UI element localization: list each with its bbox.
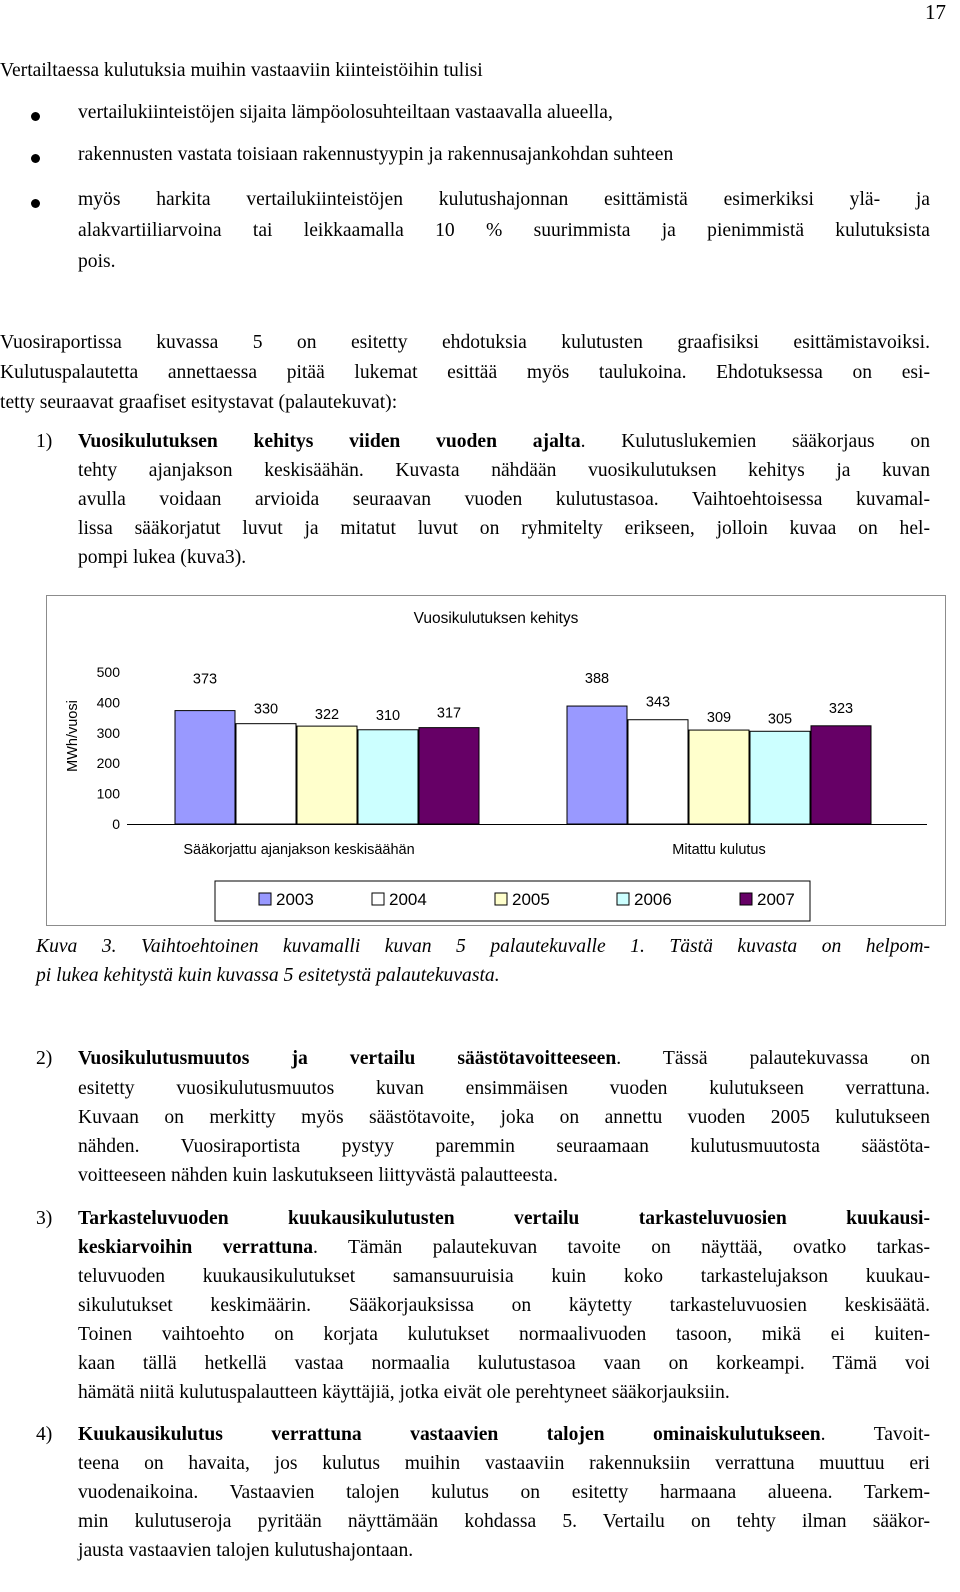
legend-swatch: [617, 893, 629, 905]
list-item-line: [78, 1208, 930, 1230]
bar: [358, 730, 418, 824]
list-item-heading: Vuosikulutusmuutos ja vertailu säästötavoitteeseen: [78, 1048, 617, 1069]
list-item-line: Toinen vaihtoehto on korjata kulutukset normaalivuoden tasoon, mikä ei kuiten-: [78, 1324, 930, 1345]
bar-value-label: 330: [253, 701, 279, 718]
y-tick-label: 100: [96, 785, 120, 802]
list-item-line: esitetty vuosikulutusmuutos kuvan ensimmäisen vuoden kulutukseen verrattuna.: [78, 1078, 930, 1099]
bar: [419, 728, 479, 824]
bar: [811, 726, 871, 824]
list-number: 2): [36, 1048, 53, 1069]
bullet-text: alakvartiiliarvoina tai leikkaamalla 10 % suurimmista ja pienimmistä kulutuksista: [78, 220, 930, 241]
legend-swatch: [259, 893, 271, 905]
list-item-text: . Kulutuslukemien sääkorjaus on: [580, 431, 930, 452]
y-tick-label: 0: [112, 816, 120, 832]
legend-label: 2006: [634, 890, 672, 909]
bar: [236, 724, 296, 824]
figure-caption-line: Kuva 3. Vaihtoehtoinen kuvamalli kuvan 5 palautekuvalle 1. Tästä kuvasta on helpom-: [36, 936, 930, 957]
list-item-line: teluvuoden kuukausikulutukset samansuuruisia kuin koko tarkastelujakson kuukau-: [78, 1266, 930, 1287]
x-category-label: Sääkorjattu ajanjakson keskisäähän: [183, 842, 415, 858]
legend-label: 2004: [389, 890, 427, 909]
list-item-text: . Tavoit-: [820, 1424, 930, 1445]
y-tick-label: 200: [96, 755, 120, 772]
bullet-text: rakennusten vastata toisiaan rakennustyypin ja rakennusajankohdan suhteen: [78, 144, 674, 165]
legend-label: 2005: [512, 890, 550, 909]
list-item-line: lissa sääkorjatut luvut ja mitatut luvut on ryhmitelty erikseen, jolloin kuvaa on hel-: [78, 518, 930, 539]
list-item-heading: Vuosikulutuksen kehitys viiden vuoden ajalta: [78, 431, 581, 452]
bar: [689, 730, 749, 824]
y-axis-label: MWh/vuosi: [65, 700, 81, 772]
bar-value-label: 322: [314, 707, 340, 724]
bullet-icon: [31, 199, 40, 208]
bar-value-label: 305: [767, 711, 793, 728]
list-item-line: min kulutuseroja pyritään näyttämään kohdassa 5. Vertailu on tehty ilman sääkor-: [78, 1511, 930, 1532]
list-number: 1): [36, 431, 53, 452]
list-item-text: . Tämän palautekuvan tavoite on näyttää, ovatko tarkas-: [313, 1237, 930, 1258]
x-category-label: Mitattu kulutus: [672, 842, 766, 858]
bar: [567, 706, 627, 824]
chart-title: Vuosikulutuksen kehitys: [413, 610, 579, 627]
bar: [628, 720, 688, 824]
bullet-icon: [31, 112, 40, 121]
list-item-line: teena on havaita, jos kulutus muihin vastaaviin rakennuksiin verrattuna muuttuu eri: [78, 1453, 930, 1474]
page-number: 17: [925, 0, 946, 24]
paragraph-line: Vuosiraportissa kuvassa 5 on esitetty ehdotuksia kulutusten graafisiksi esittämistavoiksi.: [0, 332, 930, 353]
bar-value-label: 310: [375, 707, 401, 724]
list-item-line: tehty ajanjakson keskisäähän. Kuvasta nähdään vuosikulutuksen kehitys ja kuvan: [78, 460, 930, 481]
bar: [297, 726, 357, 824]
list-item-line: [78, 431, 930, 453]
intro-lead: Vertailtaessa kulutuksia muihin vastaaviin kiinteistöihin tulisi: [0, 60, 483, 81]
bar-value-label: 317: [436, 705, 462, 722]
list-item-line: Kuvaan on merkitty myös säästötavoite, joka on annettu vuoden 2005 kulutukseen: [78, 1107, 930, 1128]
list-item-line: voitteeseen nähden kuin laskutukseen liittyvästä palautteesta.: [78, 1165, 558, 1186]
legend-swatch: [495, 893, 507, 905]
bullet-icon: [31, 154, 40, 163]
list-number: 4): [36, 1424, 53, 1445]
list-item-line: avulla voidaan arvioida seuraavan vuoden kulutustasoa. Vaihtoehtoisessa kuvamal-: [78, 489, 930, 510]
bullet-text: pois.: [78, 251, 116, 272]
list-item-line: [78, 1237, 930, 1259]
bullet-text: vertailukiinteistöjen sijaita lämpöolosuhteiltaan vastaavalla alueella,: [78, 102, 613, 123]
bar-chart: [47, 596, 945, 925]
bar-value-label: 388: [584, 671, 610, 688]
y-tick-label: 400: [96, 694, 120, 711]
bar: [175, 711, 235, 824]
bar: [750, 731, 810, 824]
legend-swatch: [740, 893, 752, 905]
list-item-heading: Tarkasteluvuoden kuukausikulutusten vertailu tarkasteluvuosien kuukausi-: [78, 1208, 930, 1229]
bar-value-label: 323: [828, 700, 854, 717]
list-item-heading: keskiarvoihin verrattuna: [78, 1237, 314, 1258]
y-tick-label: 300: [96, 724, 120, 741]
legend-label: 2007: [757, 890, 795, 909]
list-item-line: sikulutukset keskimäärin. Sääkorjauksissa on käytetty tarkasteluvuosien keskisäätä.: [78, 1295, 930, 1316]
list-number: 3): [36, 1208, 53, 1229]
bar-value-label: 373: [192, 671, 218, 688]
bar-value-label: 343: [645, 694, 671, 711]
list-item-line: nähden. Vuosiraportista pystyy paremmin seuraamaan kulutusmuutosta säästöta-: [78, 1136, 930, 1157]
list-item-line: jausta vastaavien talojen kulutushajontaan.: [78, 1540, 414, 1561]
paragraph-line: tetty seuraavat graafiset esitystavat (palautekuvat):: [0, 392, 398, 413]
list-item-line: kaan tällä hetkellä vastaa normaalia kulutustasoa vaan on korkeampi. Tämä voi: [78, 1353, 930, 1374]
bar-value-label: 309: [706, 710, 732, 727]
list-item-line: hämätä niitä kulutuspalautteen käyttäjiä, jotka eivät ole perehtyneet sääkorjauksiin.: [78, 1382, 730, 1403]
chart-frame: [46, 595, 946, 926]
bullet-text: myös harkita vertailukiinteistöjen kulutushajonnan esittämistä esimerkiksi ylä- ja: [78, 189, 930, 210]
list-item-text: . Tässä palautekuvassa on: [616, 1048, 930, 1069]
list-item-line: vuodenaikoina. Vastaavien talojen kulutus on esitetty harmaana alueena. Tarkem-: [78, 1482, 930, 1503]
paragraph-line: Kulutuspalautetta annettaessa pitää lukemat esittää myös taulukoina. Ehdotuksessa on esi-: [0, 362, 930, 383]
list-item-line: [78, 1048, 930, 1070]
list-item-line: pompi lukea (kuva3).: [78, 547, 247, 568]
legend-label: 2003: [276, 890, 314, 909]
figure-caption-line: pi lukea kehitystä kuin kuvassa 5 esitetystä palautekuvasta.: [36, 965, 500, 986]
list-item-heading: Kuukausikulutus verrattuna vastaavien talojen ominaiskulutukseen: [78, 1424, 821, 1445]
legend-swatch: [372, 893, 384, 905]
list-item-line: [78, 1424, 930, 1446]
y-tick-label: 500: [96, 664, 120, 680]
